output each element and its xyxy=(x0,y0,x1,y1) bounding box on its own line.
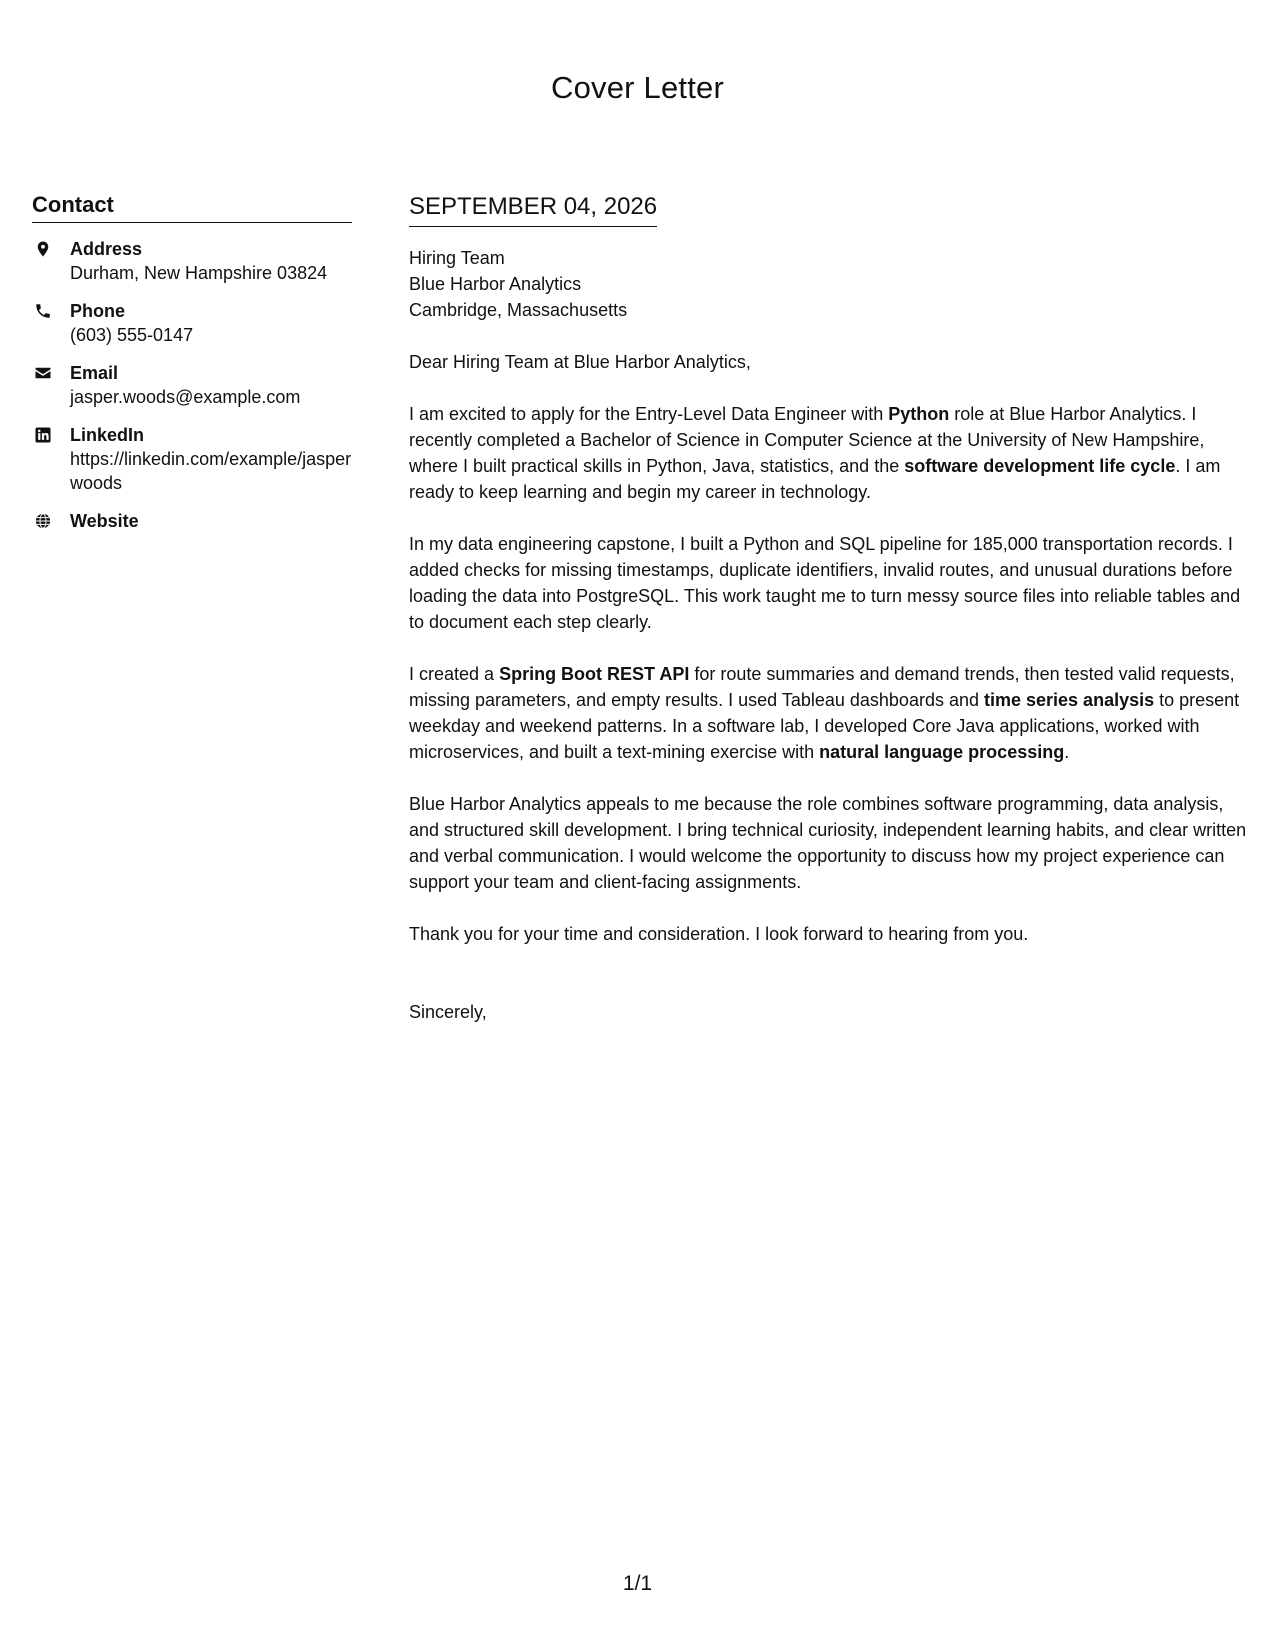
body-paragraph xyxy=(409,531,1247,635)
emphasized-phrase: Python xyxy=(888,404,950,424)
map-pin-icon xyxy=(32,238,54,260)
paragraph-text: Blue Harbor Analytics appeals to me because the role combines software programming, data analysis, and structured skill development. I bring technical curiosity, independent learning habits, and clear written and verbal communication. I would welcome the opportunity to discuss how my project experience can support your team and client-facing assignments. xyxy=(409,794,1247,892)
emphasized-phrase: Spring Boot REST API xyxy=(499,664,690,684)
globe-icon xyxy=(32,510,54,532)
paragraph-text: I created a xyxy=(409,664,500,684)
contact-item-website xyxy=(32,509,352,533)
contact-label: LinkedIn xyxy=(70,425,145,445)
contact-item-address xyxy=(32,237,352,285)
closing-line: Thank you for your time and consideration. I look forward to hearing from you. xyxy=(409,924,1029,944)
linkedin-value[interactable]: https://linkedin.com/example/jasperwoods xyxy=(70,449,352,493)
address-value: Durham, New Hampshire 03824 xyxy=(70,263,328,283)
paragraph-text: In my data engineering capstone, I built a Python and SQL pipeline for 185,000 transportation records. I added checks for missing timestamps, duplicate identifiers, invalid routes, and unusual durations before loading the data into PostgreSQL. This work taught me to turn messy source files into reliable tables and to document each step clearly. xyxy=(409,534,1241,632)
body-paragraph xyxy=(409,791,1247,895)
recipient-line: Cambridge, Massachusetts xyxy=(409,300,628,320)
contact-heading: Contact xyxy=(32,192,352,223)
contact-label: Phone xyxy=(70,301,126,321)
emphasized-phrase: time series analysis xyxy=(984,690,1155,710)
emphasized-phrase: natural language processing xyxy=(819,742,1065,762)
signoff: Sincerely, xyxy=(409,1002,487,1022)
contact-item-linkedin xyxy=(32,423,352,495)
email-value[interactable]: jasper.woods@example.com xyxy=(70,387,301,407)
recipient-line: Hiring Team xyxy=(409,248,505,268)
body-paragraph xyxy=(409,661,1247,765)
body-paragraph xyxy=(409,401,1247,505)
phone-value: (603) 555-0147 xyxy=(70,325,194,345)
contact-label: Email xyxy=(70,363,119,383)
contact-label: Website xyxy=(70,511,139,531)
paragraph-text: I am excited to apply for the Entry-Level Data Engineer with xyxy=(409,404,889,424)
letter-paragraphs xyxy=(409,401,1247,895)
paragraph-text: . xyxy=(1064,742,1070,762)
emphasized-phrase: software development life cycle xyxy=(904,456,1176,476)
contact-list xyxy=(32,237,352,533)
letter-body xyxy=(409,192,1247,1025)
paragraph-text: role at Blue Harbor Analytics. I recently completed a Bachelor of Science in Computer Science at the University of New Hampshire, where I built practical skills in Python, Java, statistics, and the xyxy=(409,404,1205,476)
letter-date: SEPTEMBER 04, 2026 xyxy=(409,192,657,227)
recipient-line: Blue Harbor Analytics xyxy=(409,274,582,294)
phone-icon xyxy=(32,300,54,322)
salutation: Dear Hiring Team at Blue Harbor Analytics, xyxy=(409,352,751,372)
contact-sidebar xyxy=(32,192,352,547)
paragraph-text: to present weekday and weekend patterns. In a software lab, I developed Core Java applications, worked with microservices, and built a text-mining exercise with xyxy=(409,690,1240,762)
linkedin-icon xyxy=(32,424,54,446)
contact-item-email xyxy=(32,361,352,409)
paragraph-text: . I am ready to keep learning and begin my career in technology. xyxy=(409,456,1221,502)
contact-label: Address xyxy=(70,239,143,259)
page-number: 1/1 xyxy=(622,1572,653,1595)
contact-item-phone xyxy=(32,299,352,347)
recipient-block xyxy=(409,245,1247,323)
paragraph-text: for route summaries and demand trends, then tested valid requests, missing parameters, and empty results. I used Tableau dashboards and xyxy=(409,664,1235,710)
document-title: Cover Letter xyxy=(551,70,724,105)
envelope-icon xyxy=(32,362,54,384)
